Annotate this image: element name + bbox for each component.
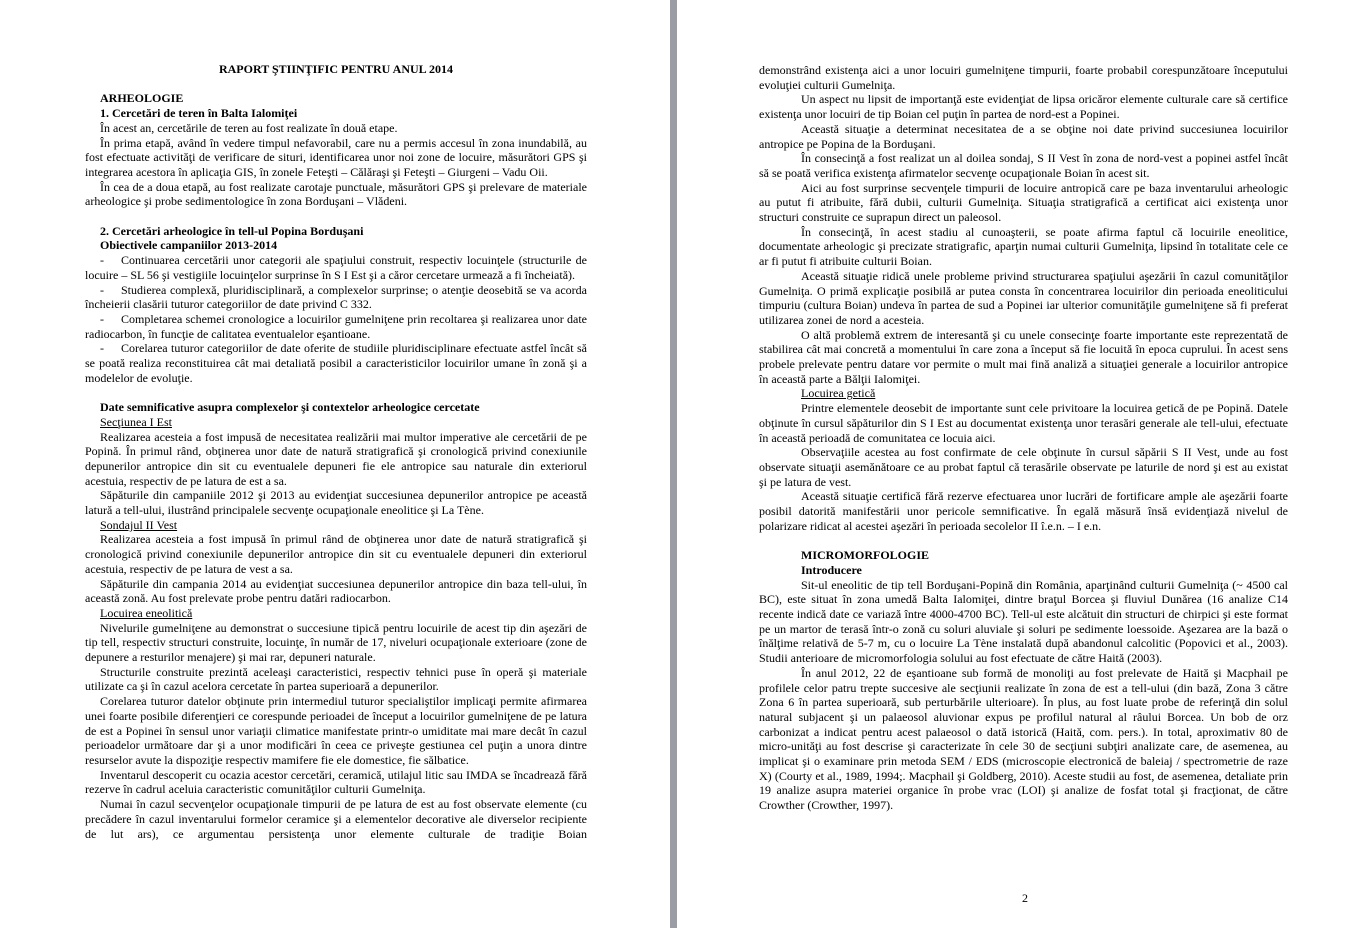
paragraph: Printre elementele deosebit de importante sunt cele privitoare la locuirea getică de pe Popină. Datele obţinute în cursul săpăturilor din S I Est au documentat existenţa unor terasări generale ale tell-ului, efectuate în această perioadă de comunitatea ce locuia aici. [759,401,1288,445]
paragraph: Structurile construite prezintă aceleaşi caracteristici, respectiv tehnici puse în operă şi materiale utilizate ca şi în cazul acelora cercetate în partea superioară a depunerilor. [85,664,587,694]
blank-line [85,77,587,92]
subsection-heading-line [85,518,587,533]
subsection-heading: Locuirea eneolitică [100,605,193,620]
page-right-text-column [759,63,1288,813]
paragraph: Realizarea acesteia a fost impusă în primul rând de obţinerea unor date de natură stratigrafică şi cronologică privind conexiunile depunerilor antropice din sit cu eventualele depuneri din exteriorul acestuia, respectiv de pe latura de vest a sa. [85,532,587,576]
section-heading: Date semnificative asupra complexelor şi contextelor arheologice cercetate [100,400,480,415]
section-heading: ARHEOLOGIE [100,91,184,106]
paragraph: Inventarul descoperit cu ocazia acestor cercetări, ceramică, utilajul litic sau IMDA se încadrează fără rezerve în cadrul aceluia caracteristic comunităţilor culturii Gumelniţa. [85,767,587,797]
document-page-left [0,0,670,928]
paragraph: În prima etapă, având în vedere timpul nefavorabil, care nu a permis accesul în zona inundabilă, au fost efectuate activităţi de verificare de situri, identificarea unor noi zone de locuire, măsurători GPS şi integrarea acestora în aplicaţia GIS, în zonele Feteşti – Călăraşi şi Feteşti – Giurgeni – Vadu Oii. [85,135,587,179]
paragraph: Săpăturile din campania 2014 au evidenţiat succesiunea depunerilor antropice din baza tell-ului, în această zonă. Au fost prelevate probe pentru datări radiocarbon. [85,576,587,606]
paragraph: Un aspect nu lipsit de importanţă este evidenţiat de lipsa oricăror elemente culturale care să certifice existenţa unor locuiri de tip Boian cel puţin în partea de nord-est a Popinei. [759,92,1288,122]
paragraph: În consecinţă a fost realizat un al doilea sondaj, S II Vest în zona de nord-vest a popinei astfel încât să se poată verifica existenţa afirmatelor secvenţe ocupaţionale Boian în acest sit. [759,151,1288,180]
paragraph: Sit-ul eneolitic de tip tell Borduşani-Popină din România, aparţinând culturii Gumelniţa (~ 4500 cal BC), este situat în zona umedă Balta Ialomiţei, dintre braţul Borcea şi fluviul Dunărea (16 analize C14 recente indică date ce variază între 4000-4700 BC). Tell-ul este alcătuit din structuri de chirpici şi este format pe un martor de terasă într-o zonă cu soluri aluviale şi soluri pe sedimente loessoide. Aşezarea are la bază o înălţime relativă de 5-7 m, cu o locuire La Tène instalată după abandonul calcolitic (Popovici et al., 2003). Studii anterioare de micromorfologia solului au fost efectuate de către Haită (2003). [759,577,1288,666]
subsection-heading: Secţiunea I Est [100,414,172,429]
paragraph: Această situaţie a determinat necesitatea de a se obţine noi date privind succesiunea locuirilor antropice pe Popina de la Borduşani. [759,121,1288,151]
bullet-item [85,283,587,312]
paragraph: Săpăturile din campaniile 2012 şi 2013 au evidenţiat succesiunea depunerilor antropice pe această latură a tell-ului, ilustrând principalele secvenţe ocupaţionale eneolitice şi La Tène. [85,488,587,518]
bullet-item [85,341,587,385]
paragraph: În cea de a doua etapă, au fost realizate carotaje punctuale, măsurători GPS şi prelevare de materiale arheologice şi probe sedimentologice în zona Borduşani – Vlădeni. [85,179,587,209]
paragraph: În acest an, cercetările de teren au fost realizate în două etape. [100,120,398,135]
page-number: 2 [1022,891,1028,905]
paragraph: În anul 2012, 22 de eşantioane sub formă de monoliţi au fost prelevate de Haită şi Macphail pe profilele celor patru trepte succesive ale secţiunii realizate în zona de est a tell-ului (din bază, Zona 3 către Zona 6 în partea superioară, sub perturbările ulterioare). În plus, au fost luate probe de referinţă din solul natural subjacent şi un palaeosol aluvionar expus pe profilul natural al râului Borcea. Un bob de orz carbonizat a indicat pentru acest palaeosol o dată istorică (Haită, com. pers.). In total, aproximativ 80 de micro-unităţi au fost descrise şi caracterizate în cele 30 de secţiuni subţiri analizate care, de asemenea, au implicat şi o examinare prin metoda SEM / EDS (microscopie electronică de baleiaj / spectrometrie de raze X) (Courty et al., 1989, 1994;. Macphail şi Goldberg, 2010). Aceste studii au fost, de asemenea, detaliate prin 19 analize asupra materiei organice în probe vrac (LOI) şi analize de fosfat total şi fracţionat, de către Crowther (Crowther, 1997). [759,665,1288,813]
subsection-heading-line [759,386,1288,401]
paragraph: Nivelurile gumelniţene au demonstrat o succesiune tipică pentru locuirile de acest tip din aşezări de tip tell, respectiv structuri construite, locuinţe, în număr de 17, niveluri ocupaţionale exterioare (zone de depunere a resturilor menajere) şi mai rar, depuneri naturale. [85,620,587,665]
bullet-item [85,253,587,282]
section-heading: Obiectivele campaniilor 2013-2014 [100,238,278,253]
bullet-marker: - [100,311,104,326]
bullet-text: Continuarea cercetării unor categorii ale spaţiului construit, respectiv locuinţele (structurile de locuire – SL 56 şi vestigiile locuinţelor surprinse în S I Est şi a căror cercetare urmează a fi încheiată). [85,253,587,282]
blank-line [85,209,587,224]
subsection-heading-line [85,606,587,621]
page-left-text-column [85,62,587,841]
section-heading: MICROMORFOLOGIE [801,548,929,563]
bullet-item [85,312,587,341]
section-heading: Introducere [801,562,862,577]
subsection-heading: Locuirea getică [801,386,876,401]
paragraph: O altă problemă extrem de interesantă şi cu unele consecinţe foarte importante este reprezentată de stabilirea cât mai concretă a momentului în care zona a început să fie locuită în epoca cuprului. În acest sens probele prelevate pentru datare vor permite o mult mai fină analiză a situaţiei generale a locuirilor antropice în această parte a Bălţii Ialomiţei. [759,327,1288,386]
subsection-heading-line [85,415,587,430]
section-heading: 2. Cercetări arheologice în tell-ul Popina Borduşani [100,223,364,238]
blank-line [85,385,587,400]
paragraph: Aici au fost surprinse secvenţele timpurii de locuire antropică care pe baza inventarului arheologic au putut fi atribuite, fără dubii, culturii Gumelniţa. Situaţia stratigrafică a certificat aici existenţa unor structuri construite ce suprapun direct un paleosol. [759,180,1288,225]
paragraph: Această situaţie ridică unele probleme privind structurarea spaţiului aşezării în cazul comunităţilor Gumelniţa. O primă explicaţie posibilă ar putea consta în concentrarea locuirilor din perioada eneoliticului timpuriu (cultura Boian) undeva în partea de sud a Popinei iar ulterior comunităţile gumelniţene să fi preferat utilizarea zonei de nord a acesteia. [759,268,1288,327]
blank-line [759,534,1288,549]
bullet-marker: - [100,282,104,297]
bullet-marker: - [100,341,104,356]
document-title: RAPORT ŞTIINŢIFIC PENTRU ANUL 2014 [218,62,454,76]
paragraph: Corelarea tuturor datelor obţinute prin intermediul tuturor specialiştilor implicaţi permite afirmarea unei foarte posibile diferenţieri ce corespunde perioadei de început a locuirilor gumelniţene de pe latura de est a Popinei în sensul unor variaţii climatice manifestate printr-o umiditate mai mare decât în cazul perioadelor următoare dar şi a unor modificări în ceea ce priveşte gestiunea cel puţin a unora dintre resurselor avute la dispoziţie respectiv mamifere fie ele domestice, fie sălbatice. [85,694,587,767]
bullet-marker: - [100,253,104,268]
paragraph: Realizarea acesteia a fost impusă de necesitatea realizării mai multor imperative ale cercetării de pe Popină. În primul rând, obţinerea unor date de natură stratigrafică şi cronologică privind conexiunile depunerilor antropice din sit cu eventualele depuneri fie ele antropice sau naturale din exteriorul acestuia, respectiv de pe latura de est a sa. [85,429,587,488]
bullet-text: Studierea complexă, pluridisciplinară, a complexelor surprinse; o atenţie deosebită se va acorda încheierii clasării tuturor categoriilor de date privind C 332. [85,282,587,312]
bullet-text: Completarea schemei cronologice a locuirilor gumelniţene prin recoltarea şi realizarea unor date radiocarbon, în funcţie de calitatea eventualelor eşantioane. [85,311,587,341]
document-page-right [677,0,1356,928]
bullet-text: Corelarea tuturor categoriilor de date oferite de studiile pluridisciplinare efectuate astfel încât să se poată realiza reconstituirea cât mai detaliată posibil a caracteristicilor locuirilor umane în zonă şi a modelelor de evoluţie. [85,341,587,385]
subsection-heading: Sondajul II Vest [100,517,178,532]
paragraph: demonstrând existenţa aici a unor locuiri gumelniţene timpurii, foarte probabil corespunzătoare începutului evoluţiei culturii Gumelniţa. [759,63,1288,92]
section-heading: 1. Cercetări de teren în Balta Ialomiţei [100,106,298,121]
paragraph: Observaţiile acestea au fost confirmate de cele obţinute în cursul săpării S II Vest, unde au fost observate situaţii asemănătoare ce au probat faptul că terasările observate pe laturile de nord şi est au existat şi pe latura de vest. [759,445,1288,489]
paragraph: Această situaţie certifică fără rezerve efectuarea unor lucrări de fortificare ample ale aşezării foarte posibil datorită manifestării unor pericole semnificative. În egală măsură însă evidenţiază nivelul de polarizare ridicat al acestei aşezări în perioada secolelor II î.e.n. – I e.n. [759,489,1288,533]
page-separator [670,0,677,928]
paragraph: În consecinţă, în acest stadiu al cunoaşterii, se poate afirma faptul că locuirile eneolitice, documentate arheologic şi precizate stratigrafic, aparţin numai culturii Gumelniţa, lipsind în totalitate cele ce ar fi putut fi atribuite culturii Boian. [759,224,1288,269]
paragraph: Numai în cazul secvenţelor ocupaţionale timpurii de pe latura de est au fost observate elemente (cu precădere în cazul inventarului formelor ceramice şi a elementelor decorative ale diverselor recipiente de lut ars), ce argumentau persistenţa unor elemente culturale de tradiţie Boian [85,797,587,841]
